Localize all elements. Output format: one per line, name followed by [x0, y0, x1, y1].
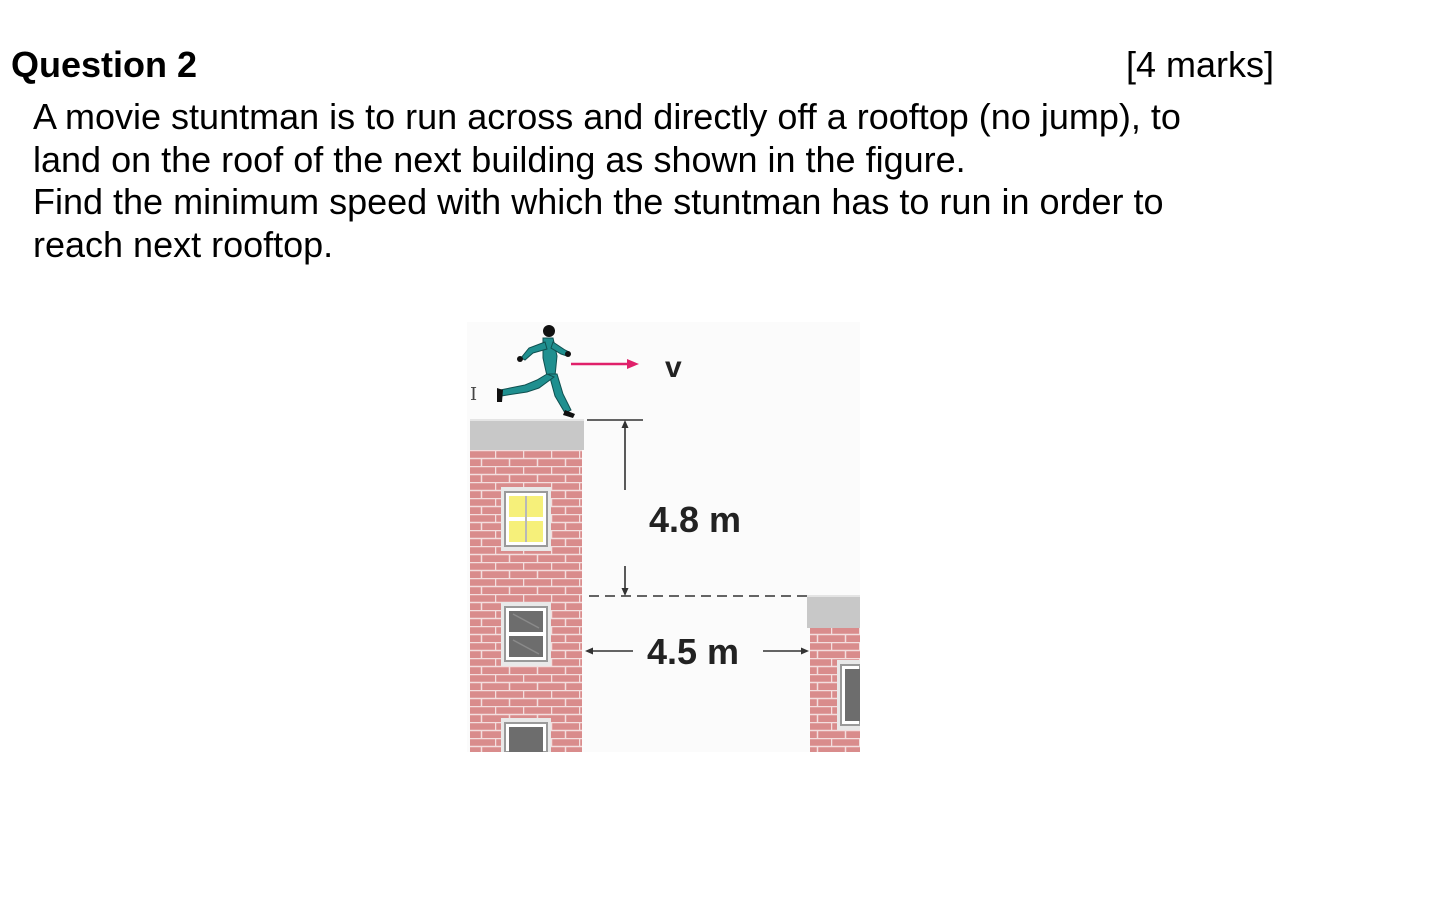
- dark-window-icon: [501, 602, 551, 666]
- question-line-3: Find the minimum speed with which the stuntman has to run in order to: [33, 181, 1164, 222]
- question-text: [33, 96, 1293, 266]
- left-building: [470, 419, 584, 752]
- gap-label: 4.5 m: [647, 631, 740, 672]
- question-line-1: A movie stuntman is to run across and directly off a rooftop (no jump), to: [33, 96, 1181, 137]
- velocity-label: v: [665, 351, 682, 384]
- right-building: [807, 595, 860, 752]
- right-window-icon: [837, 660, 860, 730]
- height-label: 4.8 m: [649, 499, 742, 540]
- bottom-window-icon: [501, 718, 551, 752]
- question-marks: [4 marks]: [1126, 44, 1275, 85]
- question-line-2: land on the roof of the next building as shown in the figure.: [33, 138, 966, 180]
- text-cursor-icon: I: [470, 384, 478, 405]
- question-line-4: reach next rooftop.: [33, 223, 334, 265]
- stuntman-figure: [467, 322, 860, 752]
- lit-window-icon: [501, 487, 551, 551]
- question-title: Question 2: [11, 44, 198, 85]
